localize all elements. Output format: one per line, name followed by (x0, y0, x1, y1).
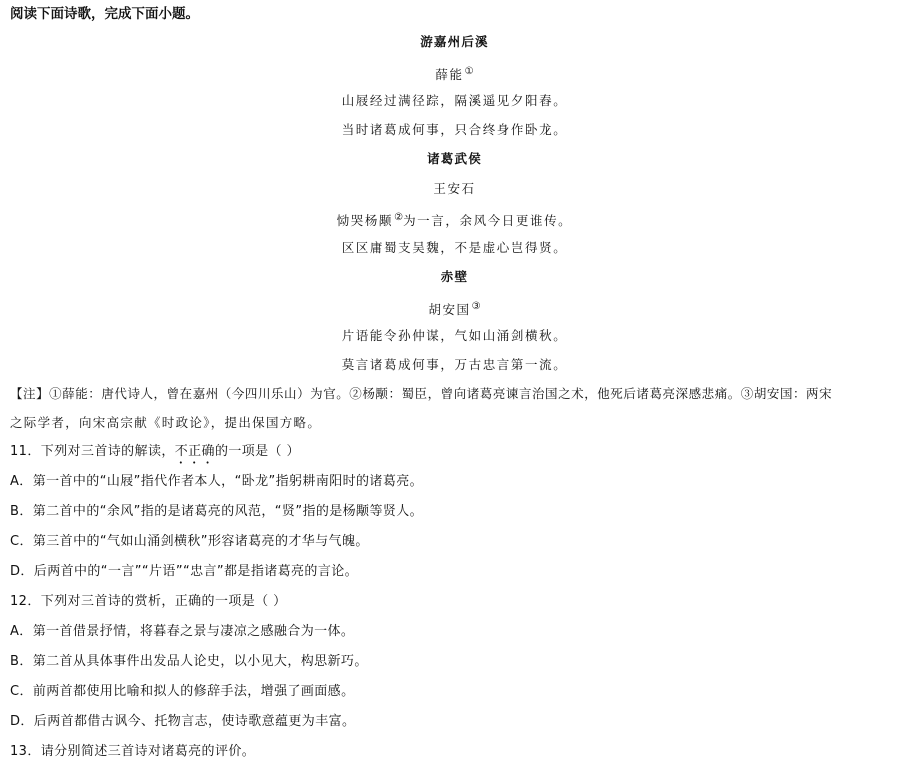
question-11-option-c: C．第三首中的“气如山涌剑横秋”形容诸葛亮的才华与气魄。 (10, 534, 369, 549)
question-12-option-c: C．前两首都使用比喻和拟人的修辞手法，增强了画面感。 (10, 684, 355, 699)
emphasis-not-correct: 不正确 (174, 444, 215, 459)
footnote-mark-1: ① (464, 66, 474, 77)
question-13-stem: 13．请分别简述三首诗对诸葛亮的评价。 (10, 744, 256, 759)
question-11-stem: 11．下列对三首诗的解读，不正确的一项是（ ） (10, 444, 300, 459)
instruction-text: 阅读下面诗歌，完成下面小题。 (10, 6, 199, 22)
question-12-option-d: D．后两首都借古讽今、托物言志，使诗歌意蕴更为丰富。 (10, 714, 356, 729)
note-line-2: 之际学者，向宋高宗献《时政论》，提出保国方略。 (10, 415, 322, 430)
poem-3-line-2: 莫言诸葛成何事，万古忠言第一流。 (341, 357, 568, 372)
question-12-option-a: A．第一首借景抒情，将暮春之景与凄凉之感融合为一体。 (10, 624, 355, 639)
poem-2-title: 诸葛武侯 (427, 151, 482, 166)
poem-3-author: 胡安国③ (428, 301, 481, 317)
poem-1-line-2: 当时诸葛成何事，只合终身作卧龙。 (341, 122, 568, 137)
poem-1-title: 游嘉州后溪 (420, 34, 489, 49)
poem-3-line-1: 片语能令孙仲谋，气如山涌剑横秋。 (341, 328, 568, 343)
poem-2-line-1: 恸哭杨颙②为一言，余风今日更谁传。 (336, 212, 573, 228)
poem-1-author: 薛能① (435, 66, 474, 82)
footnote-mark-2: ② (394, 212, 404, 223)
note-line-1: 【注】①薛能：唐代诗人，曾在嘉州（今四川乐山）为官。②杨颙：蜀臣，曾向诸葛亮谏言治国之术，他死后诸葛亮深感悲痛。③胡安国：两宋 (10, 386, 833, 401)
footnote-mark-3: ③ (471, 301, 481, 312)
poem-1-line-1: 山屐经过满径踪，隔溪遥见夕阳舂。 (341, 93, 568, 108)
question-11-option-b: B．第二首中的“余风”指的是诸葛亮的风范，“贤”指的是杨颙等贤人。 (10, 504, 424, 519)
question-11-option-d: D．后两首中的“一言”“片语”“忠言”都是指诸葛亮的言论。 (10, 564, 359, 579)
poem-2-author: 王安石 (433, 181, 476, 196)
question-12-option-b: B．第二首从具体事件出发品人论史，以小见大，构思新巧。 (10, 654, 368, 669)
poem-3-title: 赤壁 (440, 269, 469, 284)
poem-2-line-2: 区区庸蜀支吴魏，不是虚心岂得贤。 (341, 240, 568, 255)
question-11-option-a: A．第一首中的“山屐”指代作者本人，“卧龙”指躬耕南阳时的诸葛亮。 (10, 474, 424, 489)
question-12-stem: 12．下列对三首诗的赏析，正确的一项是（ ） (10, 594, 287, 609)
